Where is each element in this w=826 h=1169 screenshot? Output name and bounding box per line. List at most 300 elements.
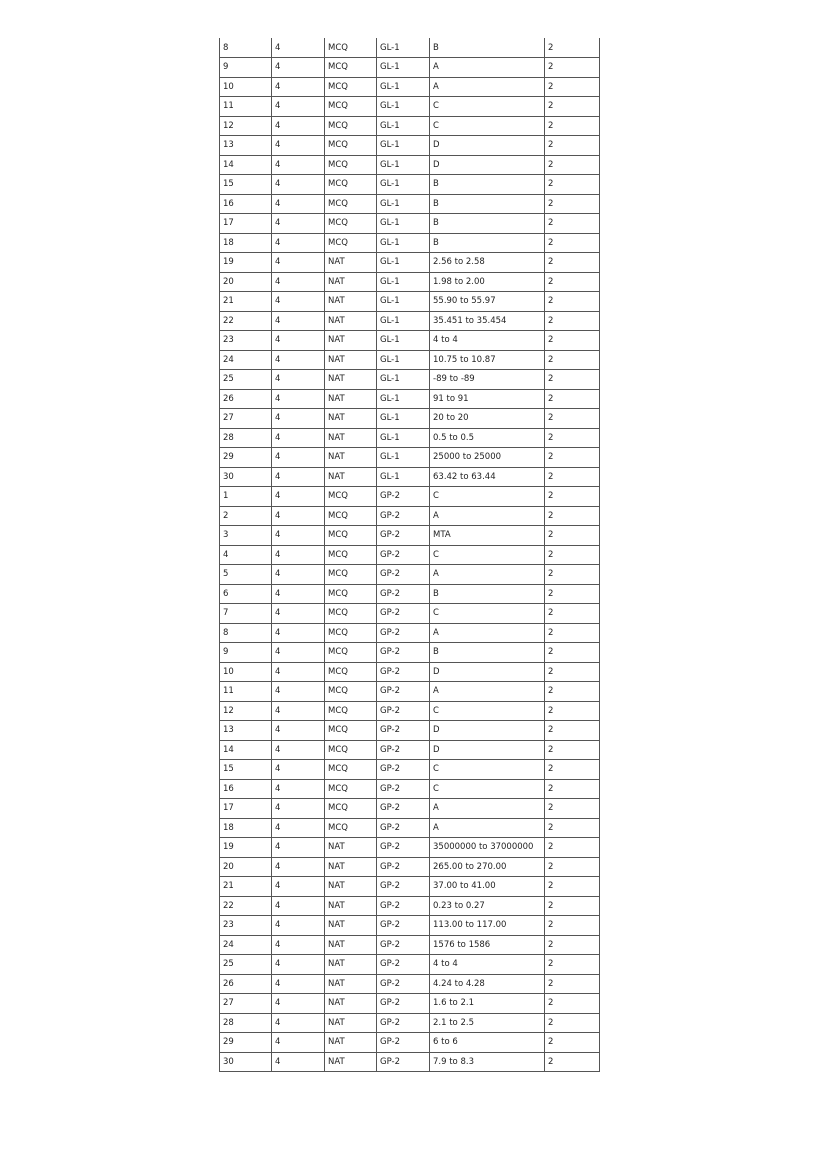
section-cell: GL-1	[377, 97, 430, 117]
section-cell: GP-2	[377, 623, 430, 643]
marks-cell: 2	[545, 584, 600, 604]
question-type-cell: NAT	[325, 935, 377, 955]
marks-cell: 2	[545, 467, 600, 487]
question-number-cell: 23	[220, 916, 272, 936]
question-type-cell: NAT	[325, 955, 377, 975]
table-row	[220, 721, 600, 741]
question-type-cell: MCQ	[325, 643, 377, 663]
question-number-cell: 5	[220, 565, 272, 585]
table-row	[220, 389, 600, 409]
table-row	[220, 526, 600, 546]
session-cell: 4	[272, 428, 325, 448]
question-number-cell: 21	[220, 292, 272, 312]
session-cell: 4	[272, 467, 325, 487]
section-cell: GP-2	[377, 994, 430, 1014]
session-cell: 4	[272, 448, 325, 468]
question-type-cell: NAT	[325, 467, 377, 487]
section-cell: GL-1	[377, 272, 430, 292]
section-cell: GL-1	[377, 233, 430, 253]
marks-cell: 2	[545, 526, 600, 546]
question-number-cell: 27	[220, 409, 272, 429]
table-row	[220, 155, 600, 175]
answer-key-cell: 7.9 to 8.3	[430, 1052, 545, 1072]
section-cell: GP-2	[377, 643, 430, 663]
table-row	[220, 194, 600, 214]
marks-cell: 2	[545, 350, 600, 370]
table-row	[220, 136, 600, 156]
answer-key-cell: 2.1 to 2.5	[430, 1013, 545, 1033]
question-number-cell: 17	[220, 214, 272, 234]
question-type-cell: NAT	[325, 857, 377, 877]
section-cell: GL-1	[377, 58, 430, 78]
table-row	[220, 994, 600, 1014]
marks-cell: 2	[545, 760, 600, 780]
question-number-cell: 22	[220, 311, 272, 331]
marks-cell: 2	[545, 136, 600, 156]
question-number-cell: 13	[220, 721, 272, 741]
table-row	[220, 311, 600, 331]
marks-cell: 2	[545, 701, 600, 721]
answer-key-body	[220, 38, 600, 1072]
table-row	[220, 506, 600, 526]
table-row	[220, 409, 600, 429]
answer-key-cell: 4 to 4	[430, 331, 545, 351]
marks-cell: 2	[545, 721, 600, 741]
marks-cell: 2	[545, 272, 600, 292]
table-row	[220, 701, 600, 721]
marks-cell: 2	[545, 116, 600, 136]
section-cell: GL-1	[377, 389, 430, 409]
session-cell: 4	[272, 350, 325, 370]
section-cell: GL-1	[377, 428, 430, 448]
question-number-cell: 20	[220, 857, 272, 877]
session-cell: 4	[272, 857, 325, 877]
session-cell: 4	[272, 994, 325, 1014]
session-cell: 4	[272, 58, 325, 78]
question-number-cell: 24	[220, 935, 272, 955]
section-cell: GL-1	[377, 77, 430, 97]
answer-key-cell: 35.451 to 35.454	[430, 311, 545, 331]
table-row	[220, 682, 600, 702]
question-number-cell: 28	[220, 1013, 272, 1033]
section-cell: GL-1	[377, 409, 430, 429]
question-type-cell: MCQ	[325, 584, 377, 604]
question-type-cell: NAT	[325, 370, 377, 390]
answer-key-cell: B	[430, 643, 545, 663]
session-cell: 4	[272, 155, 325, 175]
question-type-cell: MCQ	[325, 799, 377, 819]
table-row	[220, 896, 600, 916]
answer-key-cell: B	[430, 175, 545, 195]
question-type-cell: NAT	[325, 1033, 377, 1053]
question-type-cell: NAT	[325, 389, 377, 409]
session-cell: 4	[272, 760, 325, 780]
section-cell: GL-1	[377, 311, 430, 331]
marks-cell: 2	[545, 877, 600, 897]
answer-key-cell: 4 to 4	[430, 955, 545, 975]
table-row	[220, 487, 600, 507]
table-row	[220, 838, 600, 858]
question-type-cell: MCQ	[325, 818, 377, 838]
session-cell: 4	[272, 818, 325, 838]
answer-key-cell: D	[430, 740, 545, 760]
marks-cell: 2	[545, 233, 600, 253]
table-row	[220, 643, 600, 663]
marks-cell: 2	[545, 155, 600, 175]
marks-cell: 2	[545, 448, 600, 468]
marks-cell: 2	[545, 838, 600, 858]
marks-cell: 2	[545, 662, 600, 682]
table-row	[220, 545, 600, 565]
marks-cell: 2	[545, 311, 600, 331]
question-number-cell: 2	[220, 506, 272, 526]
table-row	[220, 272, 600, 292]
session-cell: 4	[272, 292, 325, 312]
session-cell: 4	[272, 506, 325, 526]
section-cell: GP-2	[377, 799, 430, 819]
section-cell: GL-1	[377, 38, 430, 58]
marks-cell: 2	[545, 331, 600, 351]
answer-key-cell: 4.24 to 4.28	[430, 974, 545, 994]
answer-key-table	[219, 38, 600, 1072]
section-cell: GL-1	[377, 467, 430, 487]
table-row	[220, 1052, 600, 1072]
session-cell: 4	[272, 682, 325, 702]
session-cell: 4	[272, 194, 325, 214]
answer-key-cell: 0.23 to 0.27	[430, 896, 545, 916]
table-row	[220, 97, 600, 117]
table-row	[220, 799, 600, 819]
session-cell: 4	[272, 38, 325, 58]
answer-key-cell: 1.98 to 2.00	[430, 272, 545, 292]
question-type-cell: MCQ	[325, 136, 377, 156]
session-cell: 4	[272, 779, 325, 799]
section-cell: GL-1	[377, 253, 430, 273]
section-cell: GP-2	[377, 565, 430, 585]
marks-cell: 2	[545, 955, 600, 975]
question-number-cell: 10	[220, 77, 272, 97]
section-cell: GP-2	[377, 701, 430, 721]
question-type-cell: MCQ	[325, 194, 377, 214]
session-cell: 4	[272, 974, 325, 994]
question-number-cell: 19	[220, 253, 272, 273]
session-cell: 4	[272, 214, 325, 234]
session-cell: 4	[272, 838, 325, 858]
question-number-cell: 9	[220, 58, 272, 78]
session-cell: 4	[272, 389, 325, 409]
marks-cell: 2	[545, 487, 600, 507]
session-cell: 4	[272, 97, 325, 117]
answer-key-cell: C	[430, 97, 545, 117]
marks-cell: 2	[545, 175, 600, 195]
table-row	[220, 857, 600, 877]
answer-key-cell: 35000000 to 37000000	[430, 838, 545, 858]
marks-cell: 2	[545, 565, 600, 585]
question-type-cell: MCQ	[325, 487, 377, 507]
table-row	[220, 955, 600, 975]
section-cell: GP-2	[377, 526, 430, 546]
session-cell: 4	[272, 409, 325, 429]
session-cell: 4	[272, 136, 325, 156]
section-cell: GL-1	[377, 292, 430, 312]
section-cell: GP-2	[377, 1052, 430, 1072]
session-cell: 4	[272, 1033, 325, 1053]
answer-key-cell: 265.00 to 270.00	[430, 857, 545, 877]
table-row	[220, 779, 600, 799]
section-cell: GP-2	[377, 682, 430, 702]
marks-cell: 2	[545, 779, 600, 799]
session-cell: 4	[272, 623, 325, 643]
marks-cell: 2	[545, 974, 600, 994]
marks-cell: 2	[545, 818, 600, 838]
question-type-cell: NAT	[325, 409, 377, 429]
session-cell: 4	[272, 896, 325, 916]
table-row	[220, 448, 600, 468]
table-row	[220, 370, 600, 390]
answer-key-cell: 25000 to 25000	[430, 448, 545, 468]
marks-cell: 2	[545, 77, 600, 97]
session-cell: 4	[272, 253, 325, 273]
marks-cell: 2	[545, 799, 600, 819]
question-type-cell: MCQ	[325, 233, 377, 253]
question-number-cell: 8	[220, 38, 272, 58]
question-number-cell: 17	[220, 799, 272, 819]
question-number-cell: 7	[220, 604, 272, 624]
question-type-cell: NAT	[325, 1052, 377, 1072]
session-cell: 4	[272, 935, 325, 955]
marks-cell: 2	[545, 214, 600, 234]
question-type-cell: MCQ	[325, 116, 377, 136]
question-type-cell: NAT	[325, 311, 377, 331]
question-number-cell: 13	[220, 136, 272, 156]
answer-key-cell: C	[430, 701, 545, 721]
question-number-cell: 15	[220, 175, 272, 195]
question-type-cell: MCQ	[325, 155, 377, 175]
table-row	[220, 253, 600, 273]
question-type-cell: MCQ	[325, 682, 377, 702]
question-type-cell: MCQ	[325, 526, 377, 546]
question-number-cell: 28	[220, 428, 272, 448]
marks-cell: 2	[545, 97, 600, 117]
marks-cell: 2	[545, 857, 600, 877]
question-number-cell: 14	[220, 155, 272, 175]
table-row	[220, 818, 600, 838]
answer-key-cell: 55.90 to 55.97	[430, 292, 545, 312]
marks-cell: 2	[545, 1052, 600, 1072]
table-row	[220, 38, 600, 58]
question-type-cell: MCQ	[325, 740, 377, 760]
marks-cell: 2	[545, 38, 600, 58]
table-row	[220, 935, 600, 955]
section-cell: GL-1	[377, 214, 430, 234]
session-cell: 4	[272, 311, 325, 331]
answer-key-cell: B	[430, 584, 545, 604]
table-row	[220, 604, 600, 624]
answer-key-cell: A	[430, 818, 545, 838]
question-number-cell: 18	[220, 233, 272, 253]
table-row	[220, 584, 600, 604]
marks-cell: 2	[545, 994, 600, 1014]
section-cell: GP-2	[377, 916, 430, 936]
table-row	[220, 467, 600, 487]
session-cell: 4	[272, 604, 325, 624]
table-row	[220, 175, 600, 195]
session-cell: 4	[272, 877, 325, 897]
answer-key-cell: 6 to 6	[430, 1033, 545, 1053]
marks-cell: 2	[545, 623, 600, 643]
answer-key-cell: 20 to 20	[430, 409, 545, 429]
question-type-cell: MCQ	[325, 97, 377, 117]
session-cell: 4	[272, 662, 325, 682]
marks-cell: 2	[545, 253, 600, 273]
question-number-cell: 24	[220, 350, 272, 370]
answer-key-cell: B	[430, 194, 545, 214]
question-type-cell: MCQ	[325, 604, 377, 624]
marks-cell: 2	[545, 643, 600, 663]
marks-cell: 2	[545, 389, 600, 409]
table-row	[220, 877, 600, 897]
marks-cell: 2	[545, 604, 600, 624]
marks-cell: 2	[545, 682, 600, 702]
answer-key-cell: B	[430, 214, 545, 234]
question-type-cell: NAT	[325, 350, 377, 370]
question-number-cell: 25	[220, 955, 272, 975]
session-cell: 4	[272, 233, 325, 253]
question-number-cell: 4	[220, 545, 272, 565]
table-row	[220, 740, 600, 760]
question-number-cell: 29	[220, 1033, 272, 1053]
section-cell: GP-2	[377, 877, 430, 897]
marks-cell: 2	[545, 545, 600, 565]
question-number-cell: 16	[220, 194, 272, 214]
question-number-cell: 12	[220, 701, 272, 721]
question-type-cell: NAT	[325, 838, 377, 858]
question-type-cell: NAT	[325, 292, 377, 312]
answer-key-cell: 37.00 to 41.00	[430, 877, 545, 897]
marks-cell: 2	[545, 1033, 600, 1053]
session-cell: 4	[272, 584, 325, 604]
session-cell: 4	[272, 565, 325, 585]
answer-key-cell: D	[430, 721, 545, 741]
marks-cell: 2	[545, 409, 600, 429]
section-cell: GL-1	[377, 448, 430, 468]
question-type-cell: NAT	[325, 428, 377, 448]
table-row	[220, 662, 600, 682]
answer-key-cell: D	[430, 662, 545, 682]
question-type-cell: NAT	[325, 877, 377, 897]
answer-key-cell: 91 to 91	[430, 389, 545, 409]
section-cell: GP-2	[377, 1033, 430, 1053]
section-cell: GL-1	[377, 331, 430, 351]
session-cell: 4	[272, 175, 325, 195]
section-cell: GL-1	[377, 155, 430, 175]
question-type-cell: NAT	[325, 448, 377, 468]
question-number-cell: 11	[220, 682, 272, 702]
question-number-cell: 21	[220, 877, 272, 897]
answer-key-cell: 63.42 to 63.44	[430, 467, 545, 487]
question-type-cell: MCQ	[325, 214, 377, 234]
answer-key-cell: 1.6 to 2.1	[430, 994, 545, 1014]
answer-key-cell: A	[430, 623, 545, 643]
question-type-cell: MCQ	[325, 565, 377, 585]
question-type-cell: MCQ	[325, 662, 377, 682]
table-row	[220, 916, 600, 936]
section-cell: GP-2	[377, 721, 430, 741]
question-type-cell: MCQ	[325, 760, 377, 780]
answer-key-cell: C	[430, 487, 545, 507]
section-cell: GP-2	[377, 487, 430, 507]
answer-key-cell: 113.00 to 117.00	[430, 916, 545, 936]
marks-cell: 2	[545, 194, 600, 214]
answer-key-cell: 0.5 to 0.5	[430, 428, 545, 448]
question-type-cell: MCQ	[325, 58, 377, 78]
question-number-cell: 30	[220, 467, 272, 487]
question-type-cell: MCQ	[325, 38, 377, 58]
answer-key-cell: MTA	[430, 526, 545, 546]
section-cell: GP-2	[377, 740, 430, 760]
session-cell: 4	[272, 916, 325, 936]
question-number-cell: 11	[220, 97, 272, 117]
table-row	[220, 565, 600, 585]
session-cell: 4	[272, 487, 325, 507]
question-number-cell: 12	[220, 116, 272, 136]
section-cell: GP-2	[377, 955, 430, 975]
section-cell: GP-2	[377, 604, 430, 624]
table-row	[220, 623, 600, 643]
table-row	[220, 77, 600, 97]
answer-key-cell: A	[430, 565, 545, 585]
question-number-cell: 19	[220, 838, 272, 858]
marks-cell: 2	[545, 916, 600, 936]
question-type-cell: NAT	[325, 272, 377, 292]
question-number-cell: 10	[220, 662, 272, 682]
question-type-cell: MCQ	[325, 623, 377, 643]
question-number-cell: 23	[220, 331, 272, 351]
section-cell: GP-2	[377, 1013, 430, 1033]
question-type-cell: MCQ	[325, 721, 377, 741]
question-type-cell: MCQ	[325, 701, 377, 721]
question-number-cell: 15	[220, 760, 272, 780]
question-type-cell: MCQ	[325, 545, 377, 565]
answer-key-cell: 10.75 to 10.87	[430, 350, 545, 370]
section-cell: GP-2	[377, 838, 430, 858]
section-cell: GP-2	[377, 545, 430, 565]
marks-cell: 2	[545, 292, 600, 312]
answer-key-cell: B	[430, 38, 545, 58]
answer-key-cell: C	[430, 760, 545, 780]
answer-key-cell: C	[430, 116, 545, 136]
question-number-cell: 20	[220, 272, 272, 292]
table-row	[220, 1033, 600, 1053]
answer-key-cell: A	[430, 506, 545, 526]
section-cell: GL-1	[377, 370, 430, 390]
session-cell: 4	[272, 721, 325, 741]
question-number-cell: 27	[220, 994, 272, 1014]
marks-cell: 2	[545, 370, 600, 390]
session-cell: 4	[272, 740, 325, 760]
answer-key-cell: D	[430, 155, 545, 175]
question-type-cell: NAT	[325, 994, 377, 1014]
answer-key-cell: D	[430, 136, 545, 156]
section-cell: GL-1	[377, 350, 430, 370]
section-cell: GP-2	[377, 760, 430, 780]
question-number-cell: 16	[220, 779, 272, 799]
section-cell: GP-2	[377, 662, 430, 682]
question-number-cell: 14	[220, 740, 272, 760]
section-cell: GP-2	[377, 779, 430, 799]
question-type-cell: NAT	[325, 1013, 377, 1033]
question-number-cell: 3	[220, 526, 272, 546]
